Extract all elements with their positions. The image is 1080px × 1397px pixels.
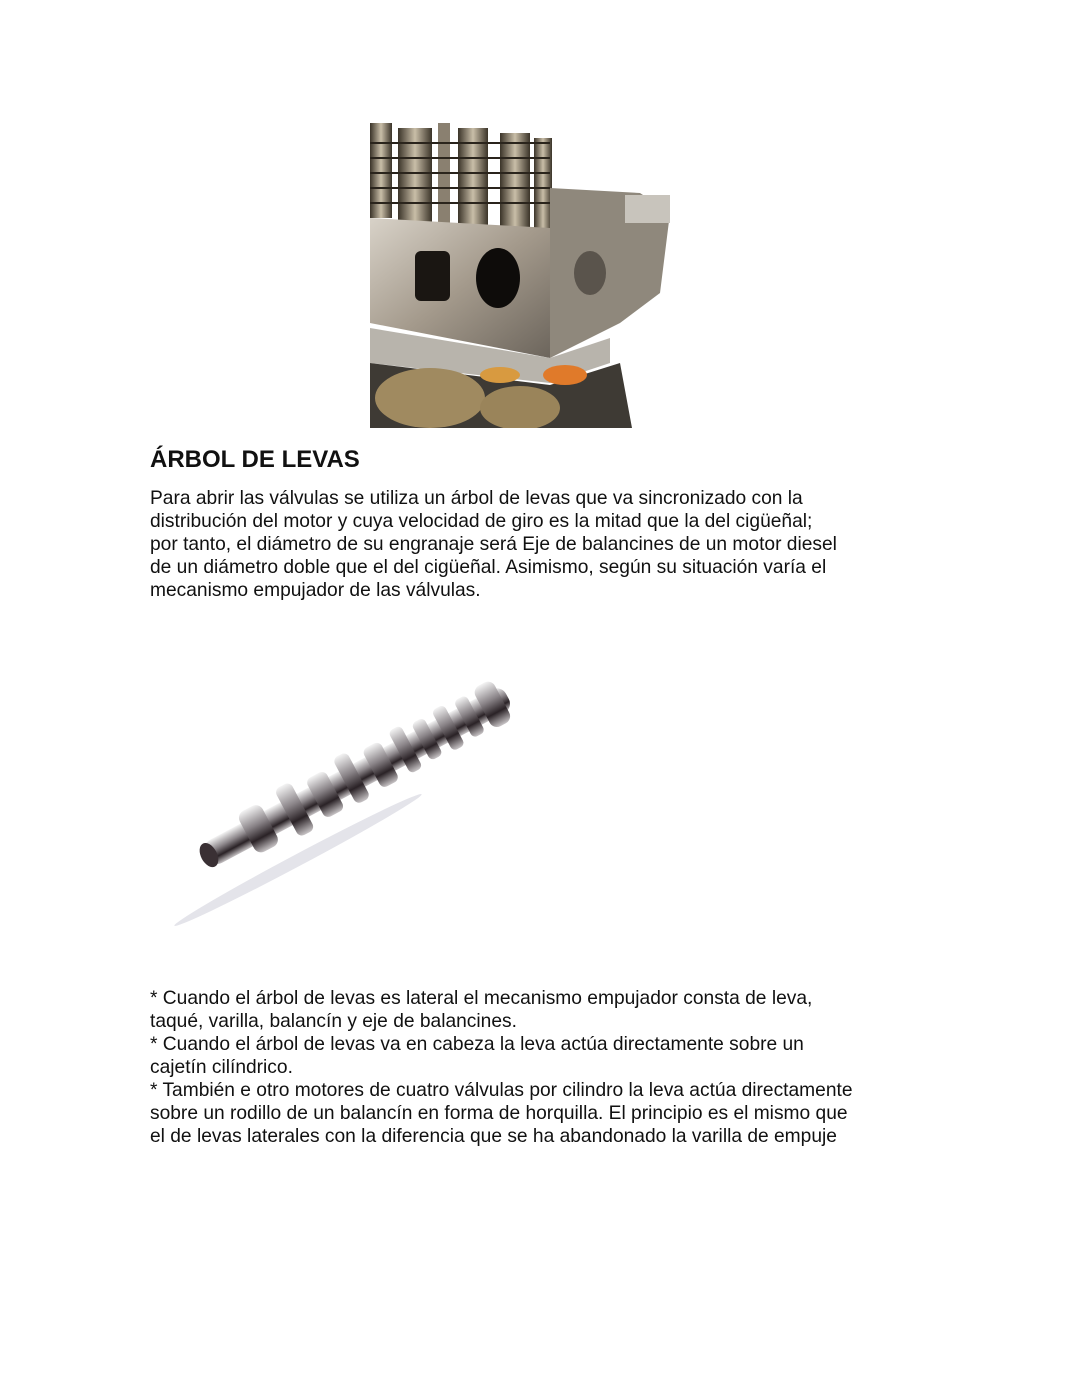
bullet-line: * Cuando el árbol de levas va en cabeza la leva actúa directamente sobre un <box>150 1034 804 1055</box>
bullets-paragraph <box>150 987 950 1148</box>
intro-line: distribución del motor y cuya velocidad de giro es la mitad que la del cigüeñal; <box>150 511 813 532</box>
bullet-line: sobre un rodillo de un balancín en forma de horquilla. El principio es el mismo que <box>150 1103 848 1124</box>
camshaft-image <box>148 620 538 965</box>
bullet-line: * Cuando el árbol de levas es lateral el mecanismo empujador consta de leva, <box>150 988 813 1009</box>
cylinder-head-image <box>370 123 706 428</box>
intro-paragraph <box>150 487 950 602</box>
bullet-line: cajetín cilíndrico. <box>150 1057 293 1078</box>
bullet-line: * También e otro motores de cuatro válvulas por cilindro la leva actúa directamente <box>150 1080 853 1101</box>
section-title: ÁRBOL DE LEVAS <box>150 446 360 473</box>
intro-line: mecanismo empujador de las válvulas. <box>150 580 481 601</box>
intro-line: de un diámetro doble que el del cigüeñal. Asimismo, según su situación varía el <box>150 557 827 578</box>
intro-line: Para abrir las válvulas se utiliza un árbol de levas que va sincronizado con la <box>150 488 803 509</box>
bullet-line: el de levas laterales con la diferencia que se ha abandonado la varilla de empuje <box>150 1126 837 1147</box>
intro-line: por tanto, el diámetro de su engranaje será Eje de balancines de un motor diesel <box>150 534 837 555</box>
bullet-line: taqué, varilla, balancín y eje de balancines. <box>150 1011 517 1032</box>
